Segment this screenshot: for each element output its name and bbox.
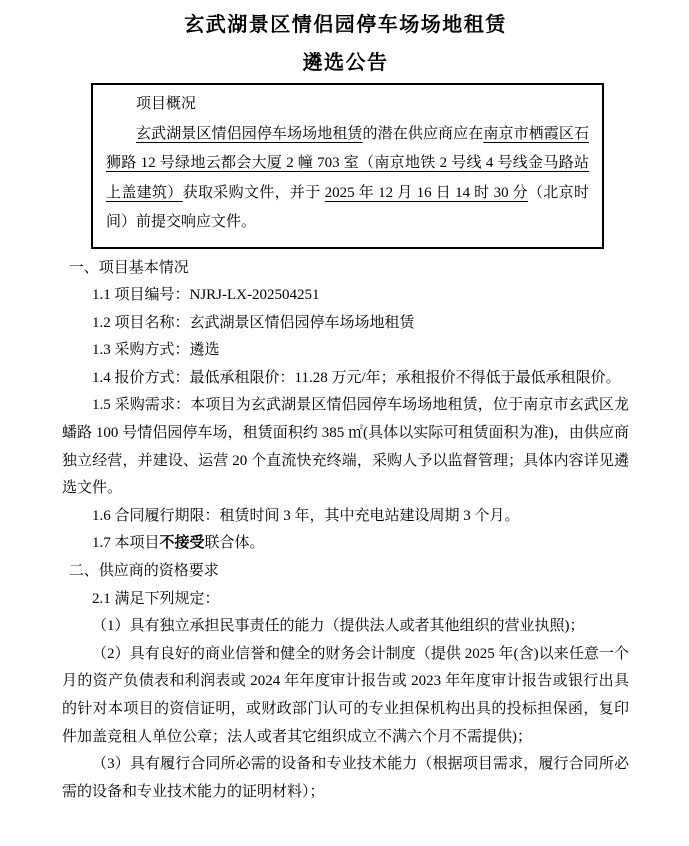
body-paragraph — [62, 282, 629, 310]
bold-text-run: 不接受 — [159, 535, 205, 552]
text-run: （北京时间）前提交响应文件。 — [106, 184, 589, 230]
body-paragraph — [62, 586, 629, 614]
text-run: 一、项目基本情况 — [68, 259, 189, 276]
text-run: 二、供应商的资格要求 — [68, 563, 219, 580]
body-paragraph — [62, 613, 629, 641]
body-paragraph — [62, 392, 629, 502]
text-run: 获取采购文件，并于 — [182, 184, 325, 201]
text-run: （3）具有履行合同所必需的设备和专业技术能力（根据项目需求，履行合同所必需的设备和专业技术能力的证明材料）； — [62, 756, 629, 800]
text-run: （1）具有独立承担民事责任的能力（提供法人或者其他组织的营业执照)； — [92, 618, 585, 635]
text-run: 1.3 采购方式：遴选 — [92, 342, 220, 359]
text-run: 联合体。 — [204, 535, 265, 552]
body-paragraph — [62, 503, 629, 531]
body-paragraph — [62, 310, 629, 338]
text-run: 1.2 项目名称：玄武湖景区情侣园停车场场地租赁 — [92, 314, 415, 331]
text-run: 1.7 本项目 — [92, 535, 160, 552]
document-title: 玄武湖景区情侣园停车场场地租赁 — [184, 14, 507, 36]
body-paragraph — [62, 337, 629, 365]
text-run: 1.5 采购需求：本项目为玄武湖景区情侣园停车场场地租赁，位于南京市玄武区龙蟠路 100 号情侣园停车场，租赁面积约 385 ㎡(具体以实际可租赁面积为准)，由供应商独立经营，并建设、运营 20 个直流快充终端，采购人予以监督管理；具体内容详见遴选文件。 — [62, 397, 629, 497]
underlined-text-run: 2025 年 12 月 16 日 14 时 30 分 — [324, 184, 528, 201]
underlined-text-run: 玄武湖景区情侣园停车场场地租赁 — [136, 125, 363, 142]
document-subtitle: 遴选公告 — [302, 52, 389, 74]
section-heading — [62, 255, 629, 283]
underlined-text-run: 南京市栖霞区石狮路 12 号绿地云都会大厦 2 幢 703 室（南京地铁 2 号线 4 号线金马路站上盖建筑） — [106, 125, 589, 201]
text-run: 1.4 报价方式：最低承租限价：11.28 万元/年；承租报价不得低于最低承租限价。 — [92, 369, 621, 386]
overview-heading: 项目概况 — [136, 96, 197, 112]
document-body — [62, 255, 629, 807]
text-run: 2.1 满足下列规定： — [92, 590, 220, 607]
section-heading — [62, 558, 629, 586]
body-paragraph — [62, 641, 629, 751]
body-paragraph — [62, 365, 629, 393]
body-paragraph — [62, 530, 629, 558]
project-overview-box — [91, 83, 604, 249]
text-run: 1.1 项目编号：NJRJ-LX-202504251 — [92, 287, 320, 304]
text-run: 的潜在供应商应在 — [362, 125, 484, 142]
overview-paragraph — [106, 120, 589, 238]
text-run: 1.6 合同履行期限：租赁时间 3 年，其中充电站建设周期 3 个月。 — [92, 507, 520, 524]
text-run: （2）具有良好的商业信誉和健全的财务会计制度（提供 2025 年(含)以来任意一个月的资产负债表和利润表或 2024 年年度审计报告或 2023 年年度审计报告或银行出具的针对本项目的资信证明，或财政部门认可的专业担保机构出具的投标担保函，复印件加盖竞租人单位公章；法人或者其它组织成立不满六个月不需提供)； — [62, 645, 629, 745]
body-paragraph — [62, 751, 629, 806]
